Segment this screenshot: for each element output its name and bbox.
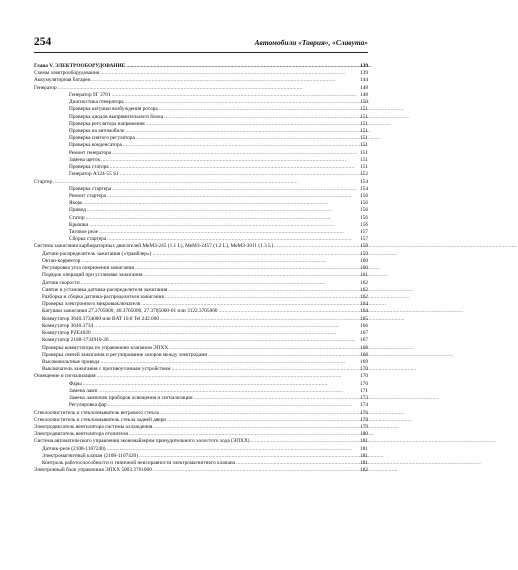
toc-entry-page: 180	[360, 431, 368, 438]
dot-leader	[92, 330, 359, 337]
toc-entry-title: Катушки зажигания 27.3705000, 40.3705000, 27.3705000-01 или 3122.3705000	[42, 308, 218, 315]
dot-leader	[125, 128, 359, 135]
toc-entry	[34, 366, 368, 373]
dot-leader	[251, 438, 359, 445]
toc-entry-page: 139	[360, 70, 368, 77]
toc-entry-title: Коммутатор PZE4020	[42, 330, 91, 337]
toc-entry-page: 162	[360, 279, 368, 286]
toc-entry	[34, 453, 368, 460]
toc-entry-title: Система автоматического управления экономайзером принудительного холостого хода (ЭПХХ)	[34, 438, 250, 445]
dot-leader	[153, 467, 359, 474]
dot-leader	[58, 85, 359, 92]
toc-entry-page: 151	[360, 156, 368, 163]
toc-entry	[34, 251, 368, 258]
toc-entry-page: 171	[360, 387, 368, 394]
toc-entry-page: 156	[360, 200, 368, 207]
dot-leader	[160, 410, 359, 417]
toc-entry-page: 151	[360, 120, 368, 127]
toc-entry-title: Проверка коммутатора по управлению клапаном ЭПХХ	[42, 344, 169, 351]
toc-entry-page: 168	[360, 351, 368, 358]
toc-entry-page: 166	[360, 322, 368, 329]
toc-entry-title: Стеклоочиститель и стеклоомыватель стекла задней двери	[34, 416, 167, 423]
toc-entry	[34, 114, 368, 121]
toc-entry-page: 173	[360, 395, 368, 402]
toc-entry-title: Порядок операций при установке зажигания	[42, 272, 143, 279]
dot-leader	[169, 345, 359, 352]
toc-entry	[34, 106, 368, 113]
toc-entry	[34, 207, 368, 214]
toc-entry-title: Проверка свечей зажигания и регулирование зазоров между электродами	[42, 351, 208, 358]
toc-entry-title: Проверка стартера	[69, 185, 112, 192]
toc-entry-title: Сборка стартера	[69, 236, 107, 243]
dot-leader	[107, 193, 359, 200]
toc-entry-page: 156	[360, 214, 368, 221]
dot-leader	[91, 77, 359, 84]
toc-entry-page: 167	[360, 337, 368, 344]
toc-entry-page: 170	[360, 366, 368, 373]
dot-leader	[112, 92, 359, 99]
toc-entry-title: Проверка регулятора напряжения	[69, 120, 145, 127]
toc-entry	[34, 388, 368, 395]
toc-entry-page: 169	[360, 358, 368, 365]
dot-leader	[108, 402, 359, 409]
toc-entry-page: 157	[360, 236, 368, 243]
running-title: Автомобили «Таврия», «Славута»	[254, 38, 368, 47]
toc-entry-page: 151	[360, 164, 368, 171]
toc-entry-title: Аккумуляторная батарея	[34, 77, 90, 84]
toc-entry-title: Диагностика генератора	[69, 99, 124, 106]
toc-entry-page: 158	[360, 243, 368, 250]
toc-entry	[34, 157, 368, 164]
dot-leader	[87, 207, 359, 214]
dot-leader	[112, 186, 359, 193]
dot-leader	[101, 157, 359, 164]
toc-entry	[34, 345, 368, 352]
toc-entry-title: Генератор А124-55 S1	[69, 171, 119, 178]
toc-entry	[34, 215, 368, 222]
toc-entry-page: 152	[360, 171, 368, 178]
toc-entry	[34, 92, 368, 99]
toc-entry-title: Проверка катушки возбуждения ротора	[69, 106, 158, 113]
toc-entry	[34, 294, 368, 301]
toc-entry-title: Фары	[69, 380, 82, 387]
toc-entry-title: Генератор 9Г 3701	[69, 91, 111, 98]
toc-entry-title: Снятие и установка датчика-распределителя зажигания	[42, 286, 168, 293]
dot-leader	[219, 308, 359, 315]
toc-entry-title: Электромагнитный клапан (2108-1107420)	[42, 452, 138, 459]
toc-entry-title: Коммутатор 3640.3734000 или BAT 10.8 Tel 242.000	[42, 315, 160, 322]
dot-leader	[120, 171, 359, 178]
dot-leader	[135, 265, 359, 272]
toc-entry	[34, 258, 368, 265]
toc-entry-page: 139	[360, 63, 368, 69]
toc-entry-page: 182	[360, 467, 368, 474]
toc-entry-page: 162	[360, 294, 368, 300]
toc-entry-page: 156	[360, 221, 368, 228]
toc-entry-page: 157	[360, 229, 368, 236]
toc-entry-page: 164	[360, 308, 368, 315]
toc-entry-title: Контроль работоспособности и типичной неисправности электромагнитного клапана	[42, 460, 236, 467]
dot-leader	[110, 337, 359, 344]
toc-entry	[34, 142, 368, 149]
toc-entry-title: Проверка диодов выпрямительного блока	[69, 113, 164, 120]
toc-entry-page: 165	[360, 315, 368, 322]
dot-leader	[94, 323, 359, 330]
toc-entry-page: 151	[360, 142, 368, 149]
dot-leader	[107, 446, 359, 453]
toc-entry	[34, 200, 368, 207]
toc-entry-title: Электронный блок управления ЭПХХ 5003.3761000	[34, 467, 152, 474]
toc-entry	[34, 164, 368, 171]
toc-entry	[34, 150, 368, 157]
toc-entry-page: 181	[360, 460, 368, 467]
toc-entry-title: Стартер	[34, 178, 53, 185]
table-of-contents	[34, 63, 368, 474]
toc-entry	[34, 77, 368, 84]
dot-leader	[97, 373, 359, 380]
dot-leader	[112, 150, 359, 157]
toc-entry	[34, 135, 368, 142]
toc-entry-title: Якорь	[69, 200, 83, 207]
toc-entry-title: Выключатель зажигания с противоугонным устройством	[42, 366, 171, 373]
dot-leader	[84, 200, 359, 207]
toc-entry	[34, 243, 368, 250]
toc-entry	[34, 381, 368, 388]
dot-leader	[86, 215, 359, 222]
toc-entry-title: Замена лампочек приборов освещения и сигнализации	[69, 395, 193, 402]
toc-entry-title: Тяговое реле	[69, 229, 99, 236]
page-number: 254	[34, 36, 52, 48]
toc-entry	[34, 352, 368, 359]
toc-entry	[34, 287, 368, 294]
toc-entry	[34, 438, 368, 445]
toc-entry-page: 150	[360, 99, 368, 106]
dot-leader	[99, 229, 359, 236]
toc-entry-title: Проверка электронного микровыключателя	[42, 301, 141, 308]
toc-entry-page: 170	[360, 373, 368, 380]
toc-entry-page: 174	[360, 402, 368, 409]
dot-leader	[136, 135, 359, 142]
toc-entry-title: Высоковольтные провода	[42, 358, 100, 365]
dot-leader	[83, 381, 359, 388]
dot-leader	[164, 114, 359, 121]
dot-leader	[167, 417, 359, 424]
toc-entry-title: Электродвигатель вентилятора отопителя	[34, 431, 128, 438]
toc-entry-page: 162	[360, 286, 368, 293]
dot-leader	[274, 243, 359, 250]
dot-leader	[152, 251, 359, 258]
toc-entry-page: 181	[360, 445, 368, 452]
toc-entry-title: Замена ламп	[69, 387, 98, 394]
toc-entry	[34, 280, 368, 287]
toc-entry	[34, 402, 368, 409]
toc-entry	[34, 272, 368, 279]
toc-entry	[34, 467, 368, 474]
toc-entry-title: Замена щеток	[69, 156, 101, 163]
toc-entry-title: Генератор	[34, 84, 57, 91]
toc-entry	[34, 446, 368, 453]
toc-entry-title: Датчик-распределитель зажигания («трамблер»)	[42, 250, 152, 257]
toc-entry-title: Система зажигания карбюраторных двигателей МеМЗ-245 (1.1 L), МеМЗ-2457 (1.2 L), МеМЗ-3011 (1.3 L)	[34, 243, 274, 250]
dot-leader	[168, 287, 359, 294]
toc-entry-title: Стеклоочиститель и стеклоомыватель ветрового стекла	[34, 409, 159, 416]
toc-entry-page: 151	[360, 149, 368, 156]
toc-entry	[34, 424, 368, 431]
toc-entry-title: Регулировка угла опережения зажигания	[42, 265, 134, 272]
toc-entry-page: 154	[360, 178, 368, 185]
dot-leader	[236, 460, 359, 467]
page-header	[34, 38, 368, 53]
toc-entry-page: 151	[360, 127, 368, 134]
toc-entry	[34, 417, 368, 424]
toc-entry	[34, 373, 368, 380]
toc-entry	[34, 330, 368, 337]
dot-leader	[98, 388, 359, 395]
toc-entry-page: 178	[360, 416, 368, 423]
toc-entry-page: 161	[360, 272, 368, 279]
toc-entry-page: 167	[360, 330, 368, 337]
toc-entry-title: Глава V. ЭЛЕКТРООБОРУДОВАНИЕ	[34, 63, 126, 69]
toc-entry-title: Коммутатор 3640.3734	[42, 322, 94, 329]
toc-entry-page: 170	[360, 380, 368, 387]
dot-leader	[81, 258, 359, 265]
dot-leader	[123, 142, 359, 149]
dot-leader	[100, 70, 359, 77]
toc-entry	[34, 301, 368, 308]
toc-entry	[34, 323, 368, 330]
toc-entry-page: 176	[360, 409, 368, 416]
toc-entry-title: Электродвигатель вентилятора системы охлаждения	[34, 423, 153, 430]
toc-entry	[34, 179, 368, 186]
toc-entry-page: 159	[360, 250, 368, 257]
dot-leader	[126, 63, 359, 70]
toc-entry-title: Датчик-реле (2108-1107240)	[42, 445, 106, 452]
toc-entry-title: Проверка конденсатора	[69, 142, 122, 149]
dot-leader	[141, 301, 359, 308]
toc-entry	[34, 222, 368, 229]
toc-entry-title: Проверка статора	[69, 164, 109, 171]
toc-entry-page: 160	[360, 257, 368, 264]
toc-entry	[34, 171, 368, 178]
dot-leader	[53, 179, 359, 186]
toc-entry-page: 148	[360, 84, 368, 91]
toc-entry-title: Ремонт генератора	[69, 149, 112, 156]
toc-entry-page: 154	[360, 185, 368, 192]
toc-entry-page: 179	[360, 423, 368, 430]
toc-entry-page: 164	[360, 301, 368, 308]
toc-entry	[34, 193, 368, 200]
toc-entry	[34, 308, 368, 315]
toc-entry-page: 168	[360, 344, 368, 351]
toc-entry-page: 151	[360, 135, 368, 142]
toc-entry-page: 181	[360, 452, 368, 459]
toc-entry-page: 156	[360, 192, 368, 199]
toc-entry-title: Разборка и сборка датчика-распределителя зажигания	[42, 294, 164, 300]
toc-entry	[34, 410, 368, 417]
toc-entry-title: Датчик скорости	[42, 279, 80, 286]
dot-leader	[171, 366, 359, 373]
dot-leader	[89, 222, 359, 229]
toc-entry-title: Регулировка фар	[69, 402, 107, 409]
toc-entry-title: Крышки	[69, 221, 89, 228]
dot-leader	[160, 316, 359, 323]
dot-leader	[144, 272, 359, 279]
dot-leader	[139, 453, 359, 460]
toc-entry	[34, 337, 368, 344]
dot-leader	[159, 106, 359, 113]
dot-leader	[194, 395, 359, 402]
dot-leader	[146, 121, 359, 128]
toc-entry-page: 151	[360, 113, 368, 120]
toc-entry-title: Статор	[69, 214, 85, 221]
dot-leader	[81, 280, 359, 287]
toc-entry-page: 181	[360, 438, 368, 445]
toc-entry	[34, 121, 368, 128]
dot-leader	[110, 164, 359, 171]
toc-entry-title: Привод	[69, 207, 86, 214]
toc-entry	[34, 128, 368, 135]
dot-leader	[153, 424, 359, 431]
dot-leader	[208, 352, 359, 359]
toc-entry-title: Освещение и сигнализация	[34, 373, 96, 380]
toc-entry-page: 160	[360, 265, 368, 272]
toc-entry-title: Проверка на автомобиле	[69, 127, 125, 134]
dot-leader	[125, 99, 359, 106]
toc-entry	[34, 85, 368, 92]
dot-leader	[165, 294, 359, 301]
toc-entry-title: Октан-корректор	[42, 257, 81, 264]
toc-entry-page: 148	[360, 91, 368, 98]
toc-entry-title: Коммутатор 2108-3734910-20	[42, 337, 109, 344]
toc-entry-page: 144	[360, 77, 368, 84]
toc-entry-title: Проверка снятого регулятора	[69, 135, 135, 142]
toc-entry-title: Схемы электрооборудования	[34, 70, 100, 77]
toc-entry	[34, 316, 368, 323]
toc-entry-page: 156	[360, 207, 368, 214]
toc-entry-title: Ремонт стартера	[69, 192, 107, 199]
toc-entry-page: 151	[360, 106, 368, 113]
toc-entry	[34, 186, 368, 193]
